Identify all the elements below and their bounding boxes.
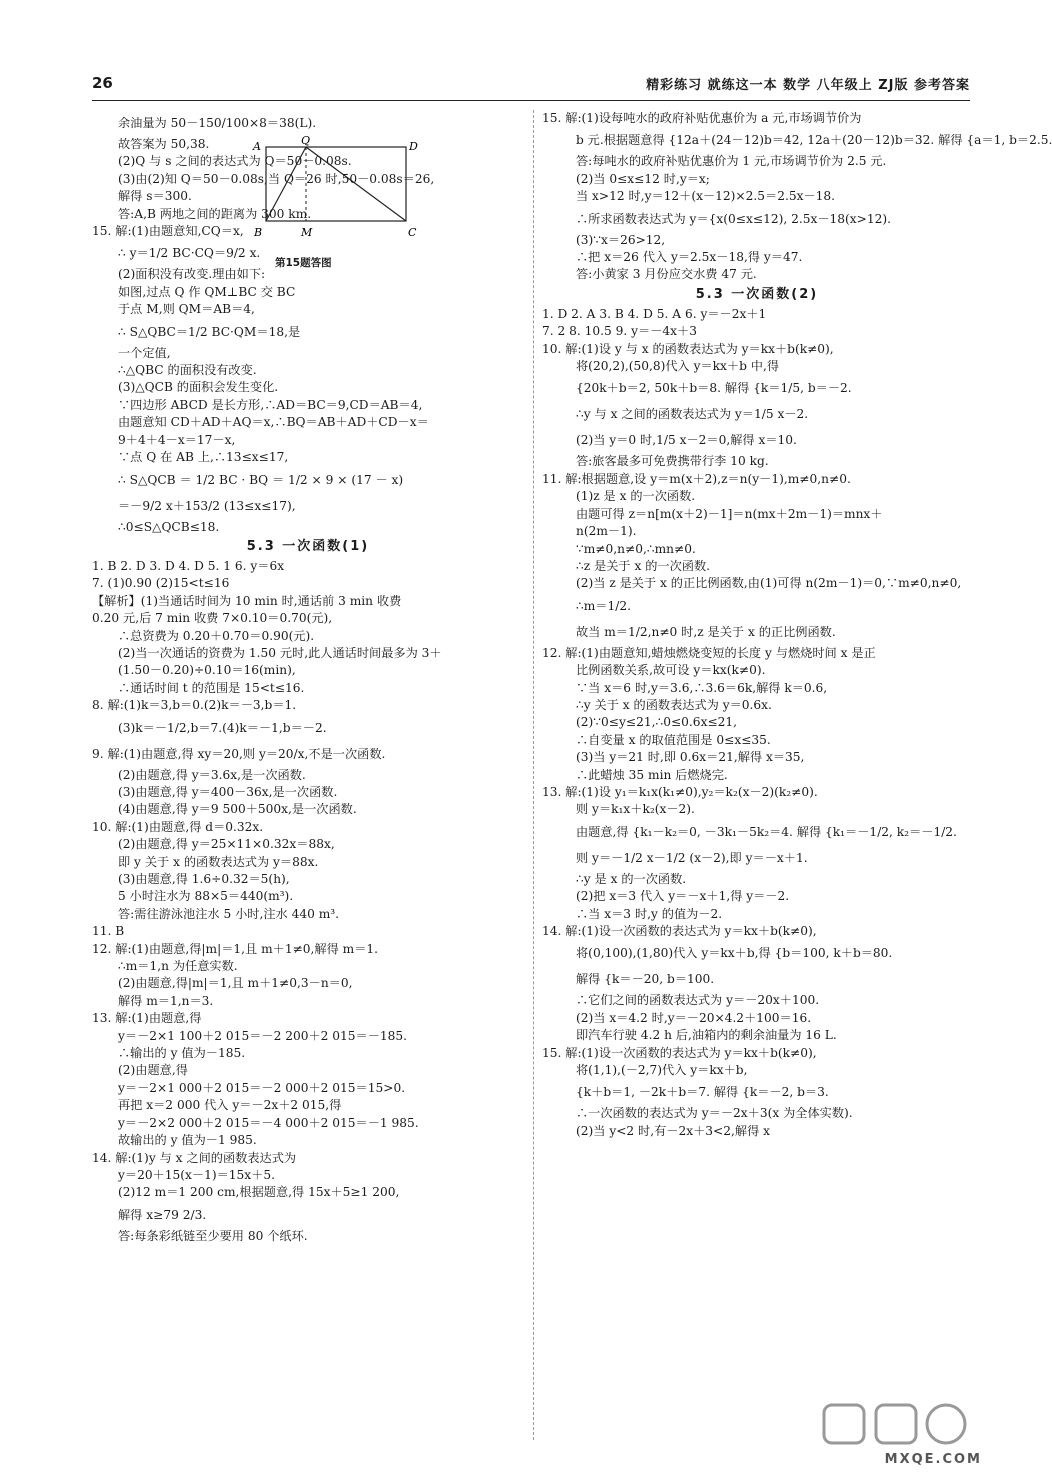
text-line: 【解析】(1)当通话时间为 10 min 时,通话前 3 min 收费	[92, 593, 402, 608]
text-line: (2)由题意,得|m|＝1,且 m＋1≠0,3－n＝0,	[118, 976, 353, 991]
label-q: Q	[301, 134, 311, 147]
text-line: ∵四边形 ABCD 是长方形,∴AD＝BC＝9,CD＝AB＝4,	[118, 397, 423, 412]
text-line: 答:小黄家 3 月份应交水费 47 元.	[576, 267, 757, 282]
header-rule	[92, 100, 970, 101]
text-line: ∴自变量 x 的取值范围是 0≤x≤35.	[576, 732, 771, 747]
text-line: 解得 x≥79 2/3.	[118, 1207, 207, 1222]
text-line: (2)当 x＝4.2 时,y＝－20×4.2＋100＝16.	[576, 1010, 812, 1025]
text-line: ∴0≤S△QCB≤18.	[118, 519, 220, 534]
text-line: 即汽车行驶 4.2 h 后,油箱内的剩余油量为 16 L.	[576, 1028, 837, 1043]
text-line: 11. B	[92, 924, 125, 939]
text-line: 10. 解:(1)由题意,得 d＝0.32x.	[92, 819, 264, 834]
text-line: (3)由题意,得 1.6÷0.32＝5(h),	[118, 872, 290, 886]
text-line: (2)当 y<2 时,有－2x＋3<2,解得 x	[576, 1123, 771, 1138]
text-line: 答:旅客最多可免费携带行李 10 kg.	[576, 454, 769, 469]
text-line: 将(0,100),(1,80)代入 y＝kx＋b,得 {b＝100, k＋b＝80.	[576, 946, 893, 961]
text-line: 1. B 2. D 3. D 4. D 5. 1 6. y＝6x	[92, 558, 285, 573]
text-line: 12. 解:(1)由题意,得|m|＝1,且 m＋1≠0,解得 m＝1.	[92, 941, 379, 956]
text-line: (3)k＝－1/2,b＝7.(4)k＝－1,b＝－2.	[118, 720, 327, 735]
text-line: 7. 2 8. 10.5 9. y＝－4x＋3	[542, 324, 697, 339]
text-line: 故输出的 y 值为－1 985.	[118, 1133, 257, 1148]
text-line: 由题可得 z＝n[m(x＋2)－1]＝n(mx＋2m－1)＝mnx＋	[576, 506, 883, 521]
text-line: 将(20,2),(50,8)代入 y＝kx＋b 中,得	[576, 359, 780, 374]
text-line: 13. 解:(1)由题意,得	[92, 1011, 202, 1026]
text-line: (2)由题意,得 y＝3.6x,是一次函数.	[118, 767, 306, 782]
text-line: {20k＋b＝2, 50k＋b＝8. 解得 {k＝1/5, b＝－2.	[576, 381, 852, 396]
text-line: (3)∵x＝26>12,	[576, 232, 666, 247]
figure-caption: 第15题答图	[275, 257, 332, 269]
page-header	[92, 74, 970, 98]
text-line: 答:每吨水的政府补贴优惠价为 1 元,市场调节价为 2.5 元.	[576, 154, 887, 169]
text-line: 答:需往游泳池注水 5 小时,注水 440 m³.	[118, 906, 340, 921]
text-line: 14. 解:(1)设一次函数的表达式为 y＝kx＋b(k≠0),	[542, 924, 817, 938]
text-line: ∵当 x＝6 时,y＝3.6,∴3.6＝6k,解得 k＝0.6,	[576, 680, 828, 695]
text-line: 8. 解:(1)k＝3,b＝0.(2)k＝－3,b＝1.	[92, 698, 297, 713]
text-line: 将(1,1),(－2,7)代入 y＝kx＋b,	[576, 1063, 748, 1078]
text-line: 解得 {k＝－20, b＝100.	[576, 972, 715, 987]
label-c: C	[408, 226, 417, 239]
text-line: 由题意知 CD＋AD＋AQ＝x,∴BQ＝AB＋AD＋CD－x＝	[118, 415, 429, 430]
rectangle-abcd	[266, 147, 406, 221]
figure-15	[250, 134, 418, 277]
text-line: (2)把 x＝3 代入 y＝－x＋1,得 y＝－2.	[576, 889, 790, 904]
text-line: (2)由题意,得	[118, 1063, 188, 1078]
text-line: ＝－9/2 x＋153/2 (13≤x≤17),	[118, 498, 296, 513]
text-line: 0.20 元,后 7 min 收费 7×0.10＝0.70(元),	[92, 611, 333, 626]
text-line: y＝－2×1 100＋2 015＝－2 200＋2 015＝－185.	[118, 1028, 408, 1043]
text-line: ∴m＝1/2.	[576, 598, 631, 613]
text-line: ∴它们之间的函数表达式为 y＝－20x＋100.	[576, 993, 820, 1008]
text-line: ∴所求函数表达式为 y＝{x(0≤x≤12), 2.5x－18(x>12).	[576, 211, 892, 226]
text-line: ∴ y＝1/2 BC·CQ＝9/2 x.	[118, 246, 261, 261]
text-line: ∴当 x＝3 时,y 的值为－2.	[576, 906, 723, 921]
text-line: ∴y 是 x 的一次函数.	[576, 871, 687, 886]
text-line: 故答案为 50,38.	[118, 137, 210, 151]
label-a: A	[253, 140, 261, 153]
text-line: (3)△QCB 的面积会发生变化.	[118, 380, 279, 395]
text-line: ∴总资费为 0.20＋0.70＝0.90(元).	[118, 628, 315, 643]
text-line: (2)当 z 是关于 x 的正比例函数,由(1)可得 n(2m－1)＝0,∵m≠0,n≠0,	[576, 576, 962, 591]
text-line: 如图,过点 Q 作 QM⊥BC 交 BC	[118, 284, 296, 299]
text-line: ∵点 Q 在 AB 上,∴13≤x≤17,	[118, 450, 289, 465]
segment-bq	[266, 147, 306, 221]
text-line: (4)由题意,得 y＝9 500＋500x,是一次函数.	[118, 802, 357, 817]
text-line: ∴通话时间 t 的范围是 15<t≤16.	[118, 680, 305, 695]
text-line: 9＋4＋4－x＝17－x,	[118, 432, 236, 447]
label-m: M	[301, 226, 313, 239]
text-line: (3)由题意,得 y＝400－36x,是一次函数.	[118, 784, 338, 799]
text-line: 解得 s＝300.	[118, 189, 192, 204]
right-column	[542, 110, 1052, 1140]
text-line: 7. (1)0.90 (2)15<t≤16	[92, 576, 230, 591]
text-line: 11. 解:根据题意,设 y＝m(x＋2),z＝n(y－1),m≠0,n≠0.	[542, 471, 851, 486]
watermark-text: MXQE.COM	[884, 1452, 982, 1467]
text-line: 比例函数关系,故可设 y＝kx(k≠0).	[576, 663, 766, 678]
text-line: ∴ S△QCB ＝ 1/2 BC · BQ ＝ 1/2 × 9 × (17 － x)	[118, 472, 404, 487]
watermark-logo-icon	[822, 1401, 972, 1447]
text-line: ∴ S△QBC＝1/2 BC·QM＝18,是	[118, 324, 301, 339]
text-line: y＝－2×2 000＋2 015＝－4 000＋2 015＝－1 985.	[118, 1115, 419, 1130]
watermark	[792, 1401, 982, 1467]
text-line: ∴把 x＝26 代入 y＝2.5x－18,得 y＝47.	[576, 250, 803, 265]
rectangle-diagram	[250, 134, 418, 253]
text-line: (2)由题意,得 y＝25×11×0.32x＝88x,	[118, 837, 335, 852]
text-line: 则 y＝k₁x＋k₂(x－2).	[576, 802, 695, 817]
text-line: 9. 解:(1)由题意,得 xy＝20,则 y＝20/x,不是一次函数.	[92, 746, 386, 761]
text-line: 则 y＝－1/2 x－1/2 (x－2),即 y＝－x＋1.	[576, 850, 808, 865]
text-line: ∴y 与 x 之间的函数表达式为 y＝1/5 x－2.	[576, 407, 809, 422]
text-line: (3)当 y＝21 时,即 0.6x＝21,解得 x＝35,	[576, 750, 805, 765]
text-line: b 元.根据题意得 {12a＋(24－12)b＝42, 12a＋(20－12)b＝32. 解得 {a＝1, b＝2.5.	[576, 133, 1052, 148]
text-line: 余油量为 50－150/100×8＝38(L).	[118, 116, 317, 130]
text-line: (1)z 是 x 的一次函数.	[576, 489, 696, 504]
text-line: 15. 解:(1)设每吨水的政府补贴优惠价为 a 元,市场调节价为	[542, 111, 862, 125]
text-line: 1. D 2. A 3. B 4. D 5. A 6. y＝－2x＋1	[542, 306, 767, 321]
column-divider	[533, 110, 534, 1440]
section-title: 5.3 一次函数(1)	[246, 538, 370, 554]
text-line: 答:每条彩纸链至少要用 80 个纸环.	[118, 1228, 308, 1243]
text-line: 14. 解:(1)y 与 x 之间的函数表达式为	[92, 1150, 297, 1165]
text-line: (2)当 y＝0 时,1/5 x－2＝0,解得 x＝10.	[576, 433, 797, 448]
label-d: D	[409, 140, 418, 153]
text-line: 故当 m＝1/2,n≠0 时,z 是关于 x 的正比例函数.	[576, 624, 836, 639]
text-line: {k＋b＝1, －2k＋b＝7. 解得 {k＝－2, b＝3.	[576, 1085, 829, 1100]
text-line: ∴此蜡烛 35 min 后燃烧完.	[576, 767, 728, 782]
segment-qc	[306, 147, 406, 221]
text-line: 10. 解:(1)设 y 与 x 的函数表达式为 y＝kx＋b(k≠0),	[542, 341, 834, 356]
text-line: (2)∵0≤y≤21,∴0≤0.6x≤21,	[576, 715, 738, 730]
text-line: ∴y 关于 x 的函数表达式为 y＝0.6x.	[576, 697, 772, 712]
page-number: 26	[92, 74, 113, 92]
text-line: ∴一次函数的表达式为 y＝－2x＋3(x 为全体实数).	[576, 1106, 853, 1121]
text-line: 答:A,B 两地之间的距离为 300 km.	[118, 206, 312, 221]
text-line: 再把 x＝2 000 代入 y＝－2x＋2 015,得	[118, 1098, 342, 1113]
text-line: 解得 m＝1,n＝3.	[118, 993, 214, 1008]
text-line: (2)Q 与 s 之间的表达式为 Q＝50－0.08s.	[118, 154, 352, 169]
text-line: (2)当 0≤x≤12 时,y＝x;	[576, 171, 710, 186]
text-line: 15. 解:(1)由题意知,CQ＝x,	[92, 224, 244, 239]
text-line: (3)由(2)知 Q＝50－0.08s,当 Q＝26 时,50－0.08s＝26,	[118, 171, 435, 186]
text-line: 当 x>12 时,y＝12＋(x－12)×2.5＝2.5x－18.	[576, 189, 836, 204]
text-line: ∴△QBC 的面积没有改变.	[118, 363, 257, 378]
label-b: B	[254, 226, 263, 239]
text-line: y＝－2×1 000＋2 015＝－2 000＋2 015＝15>0.	[118, 1080, 406, 1095]
text-line: (2)当一次通话的资费为 1.50 元时,此人通话时间最多为 3＋	[118, 645, 442, 660]
text-line: (2)面积没有改变.理由如下:	[118, 267, 266, 282]
text-line: ∴输出的 y 值为－185.	[118, 1046, 246, 1061]
text-line: 即 y 关于 x 的函数表达式为 y＝88x.	[118, 854, 319, 869]
section-title: 5.3 一次函数(2)	[695, 286, 819, 302]
text-line: 5 小时注水为 88×5＝440(m³).	[118, 889, 294, 904]
text-line: ∵m≠0,n≠0,∴mn≠0.	[576, 541, 696, 556]
text-line: n(2m－1).	[576, 524, 637, 539]
text-line: ∴z 是关于 x 的一次函数.	[576, 558, 711, 573]
book-title: 精彩练习 就练这一本 数学 八年级上 ZJ版 参考答案	[646, 78, 970, 93]
text-line: y＝20＋15(x－1)＝15x＋5.	[118, 1167, 275, 1182]
text-line: 13. 解:(1)设 y₁＝k₁x(k₁≠0),y₂＝k₂(x－2)(k₂≠0).	[542, 784, 818, 799]
text-line: 由题意,得 {k₁－k₂＝0, －3k₁－5k₂＝4. 解得 {k₁＝－1/2, k₂＝－1/2.	[576, 824, 957, 839]
text-line: 于点 M,则 QM＝AB＝4,	[118, 302, 255, 317]
left-column	[92, 110, 524, 1245]
text-line: (1.50－0.20)÷0.10＝16(min),	[118, 663, 296, 678]
text-line: 12. 解:(1)由题意知,蜡烛燃烧变短的长度 y 与燃烧时间 x 是正	[542, 645, 876, 660]
text-line: ∴m＝1,n 为任意实数.	[118, 959, 238, 974]
text-line: 15. 解:(1)设一次函数的表达式为 y＝kx＋b(k≠0),	[542, 1045, 817, 1060]
text-line: (2)12 m＝1 200 cm,根据题意,得 15x＋5≥1 200,	[118, 1185, 400, 1200]
text-line: 一个定值,	[118, 345, 171, 360]
